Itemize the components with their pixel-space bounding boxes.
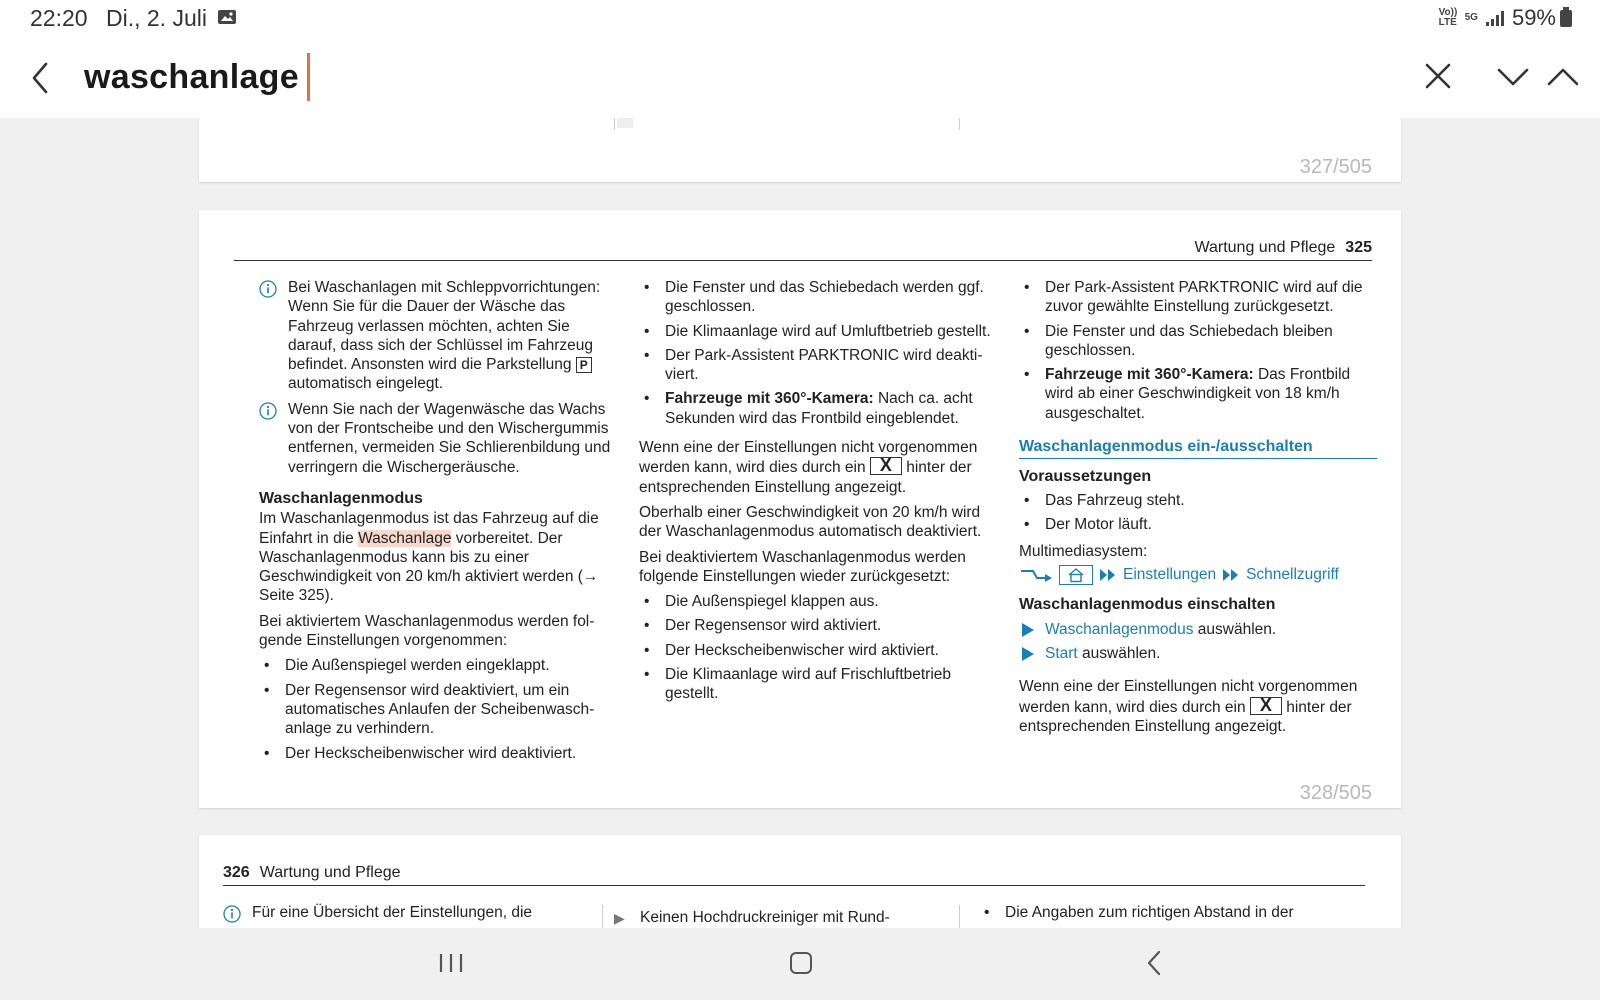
column-3: [1019, 278, 1377, 742]
list-item: • Die Klimaanlage wird auf Frischluftbetrieb gestellt.: [639, 665, 999, 704]
page-header: [223, 864, 401, 882]
info-note: [259, 278, 617, 394]
status-time: 22:20: [30, 5, 88, 31]
paragraph-text: Wenn eine der Einstellungen nicht vorgenommen werden kann, wird dies durch ein: [639, 439, 978, 477]
page-counter: 327/505: [1299, 156, 1372, 178]
search-highlight[interactable]: Waschanlage: [358, 529, 452, 547]
paragraph: [1019, 677, 1377, 736]
step-arrow-icon: [1022, 623, 1034, 637]
column-2: [639, 278, 999, 710]
list-item-text: Nach ca. acht Sekunden wird das Frontbild eingeblendet.: [665, 390, 973, 427]
info-icon: [259, 402, 277, 420]
list-item: • Der Park-Assistent PARKTRONIC wird auf die zuvor gewählte Einstellung zurückgesetzt.: [1019, 278, 1377, 317]
paragraph-text: hinter der entsprechenden Einstellung angezeigt.: [1019, 698, 1352, 736]
page-header-title: Wartung und Pflege: [259, 864, 401, 881]
page-header-title: Wartung und Pflege: [1194, 239, 1336, 256]
home-button-icon[interactable]: [790, 952, 812, 974]
column-1: [259, 278, 617, 769]
column-divider: [959, 118, 960, 130]
list-item: • Der Park-Assistent PARKTRONIC wird deaktiviert.: [639, 346, 999, 385]
list-item: • Die Klimaanlage wird auf Umluftbetrieb gestellt.: [639, 322, 999, 341]
x-key-symbol: [870, 457, 902, 475]
x-key-symbol: [1250, 694, 1282, 715]
step-text: auswählen.: [1197, 620, 1277, 638]
list-item: • Der Regensensor wird aktiviert.: [639, 616, 999, 635]
paragraph: Bei aktiviertem Waschanlagenmodus werden folgende Einstellungen vorgenommen:: [259, 612, 595, 650]
info-note-text: Bei Waschanlagen mit Schleppvorrichtungen: Wenn Sie für die Dauer der Wäsche das Fahrzeug verlassen möchten, achten Sie darauf, dass sich der Schlüssel im Fahrzeug befindet. Ansonsten wird die Parkstellung: [288, 279, 601, 374]
pdf-page-328: [199, 210, 1401, 808]
list-item-bold: Fahrzeuge mit 360°-Kamera:: [1045, 366, 1254, 384]
paragraph: [259, 509, 617, 605]
battery-percent: 59%: [1511, 5, 1556, 30]
paragraph: [639, 438, 999, 497]
system-navigation-bar: [0, 928, 1600, 1000]
paragraph-text: hinter der entsprechenden Einstellung angezeigt.: [639, 459, 972, 496]
info-icon: [223, 905, 241, 923]
instruction-title: Waschanlagenmodus einschalten: [1019, 595, 1276, 613]
previous-result-chevron-up-icon[interactable]: [1546, 62, 1580, 90]
bullet-list: [1019, 278, 1377, 423]
menu-arrow-icon: [1019, 568, 1053, 582]
list-item: • Die Außenspiegel klappen aus.: [639, 592, 999, 611]
list-item: • Der Motor läuft.: [1019, 515, 1377, 534]
info-note: [259, 400, 617, 477]
section-title: Waschanlagenmodus: [259, 489, 423, 507]
info-note-text: Für eine Übersicht der Einstellungen, die: [252, 904, 533, 921]
prerequisites-title: Voraussetzungen: [1019, 468, 1152, 486]
list-item-bold: Fahrzeuge mit 360°-Kamera:: [665, 390, 874, 408]
volte-icon: Vo)) LTE: [1438, 7, 1458, 28]
info-icon: [259, 280, 277, 298]
back-arrow-icon[interactable]: [26, 58, 56, 98]
info-note: [223, 903, 583, 922]
nav-settings-link: Einstellungen: [1123, 565, 1217, 583]
step-link: Waschanlagenmodus: [1045, 620, 1194, 638]
instruction-step: [1019, 620, 1377, 639]
home-icon: [1059, 565, 1093, 585]
list-item: • Die Fenster und das Schiebedach werden ggf. geschlossen.: [639, 278, 999, 317]
list-item-text: Das Frontbild wird ab einer Geschwindigkeit von 18 km/h ausgeschaltet.: [1045, 366, 1351, 422]
cut-off-icon: [617, 118, 633, 128]
instruction-step: [1019, 644, 1377, 663]
paragraph-text: Wenn eine der Einstellungen nicht vorgenommen werden kann, wird dies durch ein: [1019, 678, 1358, 716]
status-date: Di., 2. Juli: [106, 5, 207, 31]
list-item: • Die Angaben zum richtigen Abstand in der: [979, 903, 1359, 922]
list-item: [639, 389, 999, 428]
list-item: • Die Fenster und das Schiebedach bleiben geschlossen.: [1019, 322, 1377, 361]
gallery-notification-icon: [217, 9, 237, 25]
bullet-list: [639, 592, 999, 703]
step-text: auswählen.: [1082, 645, 1161, 663]
paragraph-text: Im Waschanlagenmodus ist das Fahrzeug auf die Einfahrt in die: [259, 510, 599, 547]
bullet-list: [639, 278, 999, 428]
close-icon[interactable]: [1422, 60, 1454, 92]
double-chevron-icon: [1222, 568, 1240, 582]
top-bar: [0, 0, 1600, 118]
signal-icon: [1486, 10, 1504, 26]
info-note-text: Wenn Sie nach der Wagenwäsche das Wachs von der Frontscheibe und den Wischergummis entfernen, vermeiden Sie Schlierenbildung und verringern die Wischergeräusche.: [288, 400, 611, 476]
park-key-symbol: P: [576, 357, 592, 373]
system-back-icon[interactable]: [1146, 950, 1162, 976]
list-item: • Der Regensensor wird deaktiviert, um ein automatisches Anlaufen der Scheibenwaschanlage zu verhindern.: [259, 681, 617, 739]
list-item: • Der Heckscheibenwischer wird deaktiviert.: [259, 744, 617, 763]
page-header-number: 326: [223, 864, 250, 881]
step-link: Start: [1045, 645, 1078, 663]
page-header-number: 325: [1345, 239, 1372, 256]
header-rule: [223, 885, 1365, 886]
bullet-list: [979, 903, 1359, 922]
list-item: • Der Heckscheibenwischer wird aktiviert.: [639, 641, 999, 660]
search-query[interactable]: waschanlage: [84, 57, 299, 96]
bullet-list: [1019, 491, 1377, 535]
recents-icon[interactable]: [438, 952, 464, 974]
warning-item: [614, 908, 944, 927]
item-text: Keinen Hochdruckreiniger mit Rund-: [640, 909, 890, 926]
battery-icon: [1560, 10, 1572, 27]
search-input[interactable]: [84, 52, 310, 102]
network-5g-icon: 5G: [1464, 12, 1478, 23]
x-key-label: X: [879, 455, 892, 476]
page-header: [1194, 239, 1372, 257]
paragraph-text: vorbereitet. Der Waschanlagenmodus kann bis zu einer Geschwindigkeit von 20 km/h aktiviert werden (→ Seite 325).: [259, 529, 599, 605]
list-item: [1019, 365, 1377, 423]
list-item: • Die Außenspiegel werden eingeklappt.: [259, 656, 617, 675]
header-rule: [234, 260, 1372, 261]
double-chevron-icon: [1099, 568, 1117, 582]
nav-quick-access-link: Schnellzugriff: [1246, 565, 1339, 583]
bullet-list: [259, 656, 617, 762]
x-key-label: X: [1259, 694, 1272, 715]
step-arrow-icon: [1022, 647, 1034, 661]
next-result-chevron-down-icon[interactable]: [1496, 62, 1530, 90]
list-item: • Das Fahrzeug steht.: [1019, 491, 1377, 510]
menu-path: [1019, 565, 1377, 585]
column-3: [979, 903, 1359, 928]
status-icons: [1439, 5, 1572, 31]
column-divider: [614, 118, 615, 130]
text-cursor: [307, 53, 310, 101]
multimedia-label: Multimediasystem:: [1019, 543, 1148, 561]
info-note-text-end: automatisch eingelegt.: [288, 375, 444, 393]
section-heading: Waschanlagenmodus ein-/ausschalten: [1019, 437, 1377, 459]
paragraph: Bei deaktiviertem Waschanlagenmodus werden folgende Einstellungen wieder zurückgesetzt:: [639, 548, 966, 585]
column-1: [223, 903, 583, 928]
paragraph: Oberhalb einer Geschwindigkeit von 20 km/h wird der Waschanlagenmodus automatisch deaktiviert.: [639, 503, 982, 541]
play-marker-icon: ▶: [614, 910, 625, 926]
page-counter: 328/505: [1299, 782, 1372, 804]
